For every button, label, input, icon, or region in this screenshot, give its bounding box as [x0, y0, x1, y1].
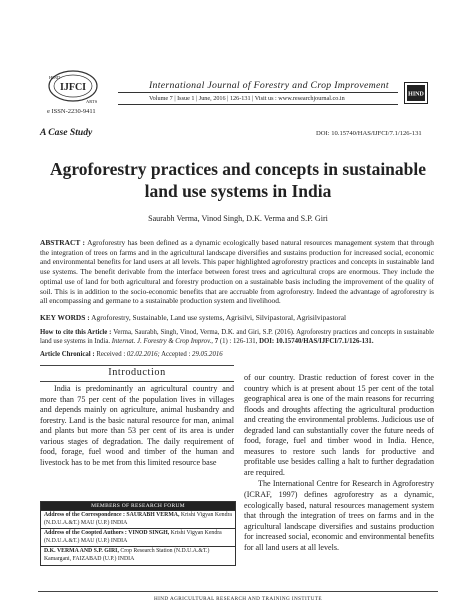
volume-line: Volume 7 | Issue 1 | June, 2016 | 126-131 | Visit us : www.researchjournal.co.in [149, 95, 345, 102]
authors: Saurabh Verma, Vinod Singh, D.K. Verma and S.P. Giri [148, 214, 328, 223]
body-paragraph: The International Centre for Research in Agroforestry (ICRAF, 1997) defines agroforestry as a dynamic, ecologically based, natural resources management system that through the integration of trees on farms and in the agricultural landscape diversifies and sustains production for increased social, economic and environmental benefits for all land users at all levels. [244, 479, 434, 552]
abstract [40, 238, 434, 306]
article-title [38, 159, 438, 202]
article-type: A Case Study [40, 127, 93, 138]
issn: e ISSN-2230-9411 [47, 108, 96, 115]
member-name: SAURABH VERMA, [126, 512, 180, 518]
citation-pages: (1) : 126-131, [219, 337, 258, 345]
member-address: Crop Research Station (N.D.U.A.&T.) Kamargani, FAIZABAD (U.P.) INDIA [44, 548, 210, 562]
member-row [41, 510, 235, 528]
svg-text:IJFCI: IJFCI [59, 82, 87, 93]
journal-title: International Journal of Forestry and Crop Improvement [149, 80, 389, 91]
svg-text:ARTS: ARTS [86, 99, 98, 104]
members-box [40, 501, 236, 566]
keywords-label: KEY WORDS : [40, 313, 90, 322]
received-label: Received : [96, 351, 126, 358]
section-heading: Introduction [108, 367, 166, 378]
body-paragraph: of our country. Drastic reduction of forest cover in the country which is at present about 15 per cent of the total geographical area is one of the main reasons for recurring floods and droughts affecting the agricultural production and creating the environmental problems. Judicious use of degraded land can substantially cover the future needs of food, forage, fuel and timber wood in India. Hence, measures to restore such lands for productive and profitable use besides calling a halt to further degradation are required. [244, 373, 434, 477]
accepted-date: 29.05.2016 [192, 351, 223, 358]
member-label: Address of the Correspondence : [44, 512, 125, 518]
how-to-cite [40, 329, 434, 347]
member-label: Address of the Coopted Authors : [44, 530, 127, 537]
keywords-text: Agroforestry, Sustainable, Land use systems, Agrisilvi, Silvipastoral, Agrisilvipastoral [91, 313, 347, 322]
doi: DOI: 10.15740/HAS/IJFCI/7.1/126-131 [316, 130, 422, 137]
section-rule-bottom [40, 381, 234, 382]
title-line: Agroforestry practices and concepts in sustainable [49, 159, 427, 179]
citation-doi: DOI: 10.15740/HAS/IJFCI/7.1/126-131. [259, 337, 374, 345]
member-name: D.K. VERMA AND S.P. GIRI, [44, 548, 119, 555]
footer-rule [38, 591, 438, 592]
member-address: Krishi Vigyan Kendra (N.D.U.A.&T.) MAU (U.P.) INDIA [44, 530, 222, 544]
citation-volume: 7 [214, 337, 219, 345]
abstract-label: ABSTRACT : [40, 238, 86, 247]
footer-publisher: HIND AGRICULTURAL RESEARCH AND TRAINING INSTITUTE [154, 596, 322, 602]
intro-paragraph: India is predominantly an agricultural country and more than 75 per cent of the population lives in villages and depends mainly on agriculture, animal husbandry and forestry. Land is the basic natural resource for man, animal and plants but more than 53 per cent of its area is under various stages of degradation. The daily requirement of food, forage, fuel wood and timber of the human and livestock has to be met from this limited resource base [40, 384, 234, 467]
how-to-cite-label: How to cite this Article : [40, 329, 112, 336]
member-row [41, 528, 235, 546]
section-rule-top [40, 365, 234, 366]
member-row [41, 546, 235, 564]
journal-logo [40, 67, 106, 107]
article-chronicle [40, 351, 223, 358]
header-rule-bottom [118, 104, 398, 105]
svg-text:HIND: HIND [408, 91, 424, 98]
received-date: 02.02.2016; [126, 351, 160, 358]
title-line: land use systems in India [144, 180, 332, 201]
keywords [40, 313, 434, 322]
member-name: VINOD SINGH, [128, 530, 170, 537]
member-address: Krishi Vigyan Kendra (N.D.U.A.&T.) MAU (U.P.) INDIA [44, 512, 232, 526]
citation-journal: Internat. J. Forestry & Crop Improv., [111, 337, 213, 345]
abstract-text: Agroforestry has been defined as a dynamic ecologically based natural resources management system that through the integration of trees on farms and in the agricultural landscape diversifies and sustains production for increased social, economic and environmental benefits for land users at all levels. This paper highlighted agroforestry practices and concepts in sustainable land use systems. The benefit derivable from the interface between forest trees and agricultural crops are enormous. They include the optimal use of land for both agricultural and forestry production on a sustainable basis including the improvement of the quality of soil. This is in addition to the socio-economic benefits that are accruable from agroforestry. Indeed the advantage of agroforestry is all encompassing and germane to a sustainable production system and livelihood. [40, 238, 434, 306]
citation-text: Verma, Saurabh, Singh, Vinod, Verma, D.K. and Giri, S.P. (2016). Agroforestry practices and concepts in sustainable land use systems in India. [40, 329, 434, 345]
svg-text:HIND: HIND [49, 75, 61, 80]
members-heading: MEMBERS OF RESEARCH FORUM [41, 502, 235, 510]
publisher-logo [404, 82, 428, 104]
right-column [244, 373, 434, 553]
header-rule-top [118, 92, 398, 93]
accepted-label: Accepted : [161, 351, 191, 358]
chronicle-label: Article Chronical : [40, 351, 95, 358]
